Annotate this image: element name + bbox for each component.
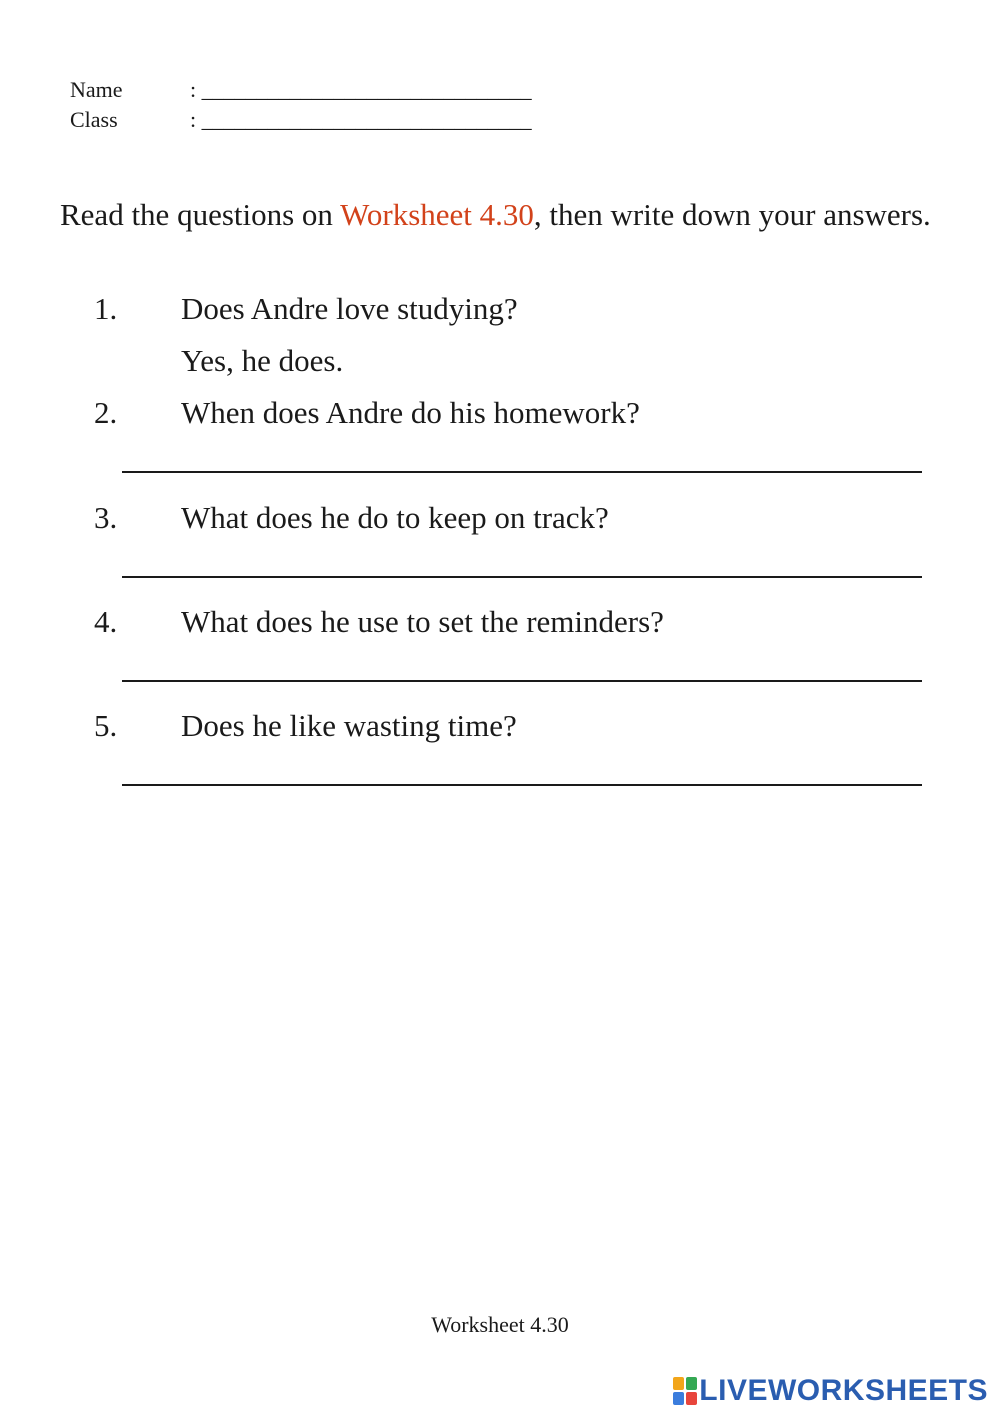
- liveworksheets-brand[interactable]: [673, 1374, 988, 1408]
- class-label: Class: [70, 107, 118, 132]
- logo-square: [686, 1392, 697, 1405]
- worksheet-reference: Worksheet 4.30: [340, 197, 534, 232]
- name-row: [70, 77, 532, 103]
- question-text: Does he like wasting time?: [181, 708, 517, 743]
- logo-square: [673, 1392, 684, 1405]
- question-number: 1.: [94, 291, 118, 326]
- answer-line-4[interactable]: [122, 680, 922, 682]
- instructions-before: Read the questions on: [60, 197, 341, 232]
- question-text: Does Andre love studying?: [181, 291, 518, 326]
- answer-line-5[interactable]: [122, 784, 922, 786]
- question-text: When does Andre do his homework?: [181, 395, 640, 430]
- brand-name: LIVEWORKSHEETS: [699, 1374, 988, 1407]
- footer-title: Worksheet 4.30: [431, 1312, 569, 1337]
- class-blank[interactable]: : ______________________________: [190, 107, 532, 132]
- instructions: [60, 192, 940, 238]
- logo-square: [686, 1377, 697, 1390]
- answer-line-3[interactable]: [122, 576, 922, 578]
- question-number: 4.: [94, 604, 118, 639]
- question-number: 3.: [94, 500, 118, 535]
- logo-square: [673, 1377, 684, 1390]
- instructions-after: , then write down your answers.: [533, 197, 931, 232]
- question-number: 2.: [94, 395, 118, 430]
- answer-line-2[interactable]: [122, 471, 922, 473]
- name-blank[interactable]: : ______________________________: [190, 77, 532, 102]
- answer-1: Yes, he does.: [181, 343, 344, 378]
- liveworksheets-logo-icon: [673, 1377, 697, 1405]
- question-text: What does he use to set the reminders?: [181, 604, 664, 639]
- name-label: Name: [70, 77, 123, 102]
- question-number: 5.: [94, 708, 118, 743]
- class-row: [70, 107, 532, 133]
- question-text: What does he do to keep on track?: [181, 500, 609, 535]
